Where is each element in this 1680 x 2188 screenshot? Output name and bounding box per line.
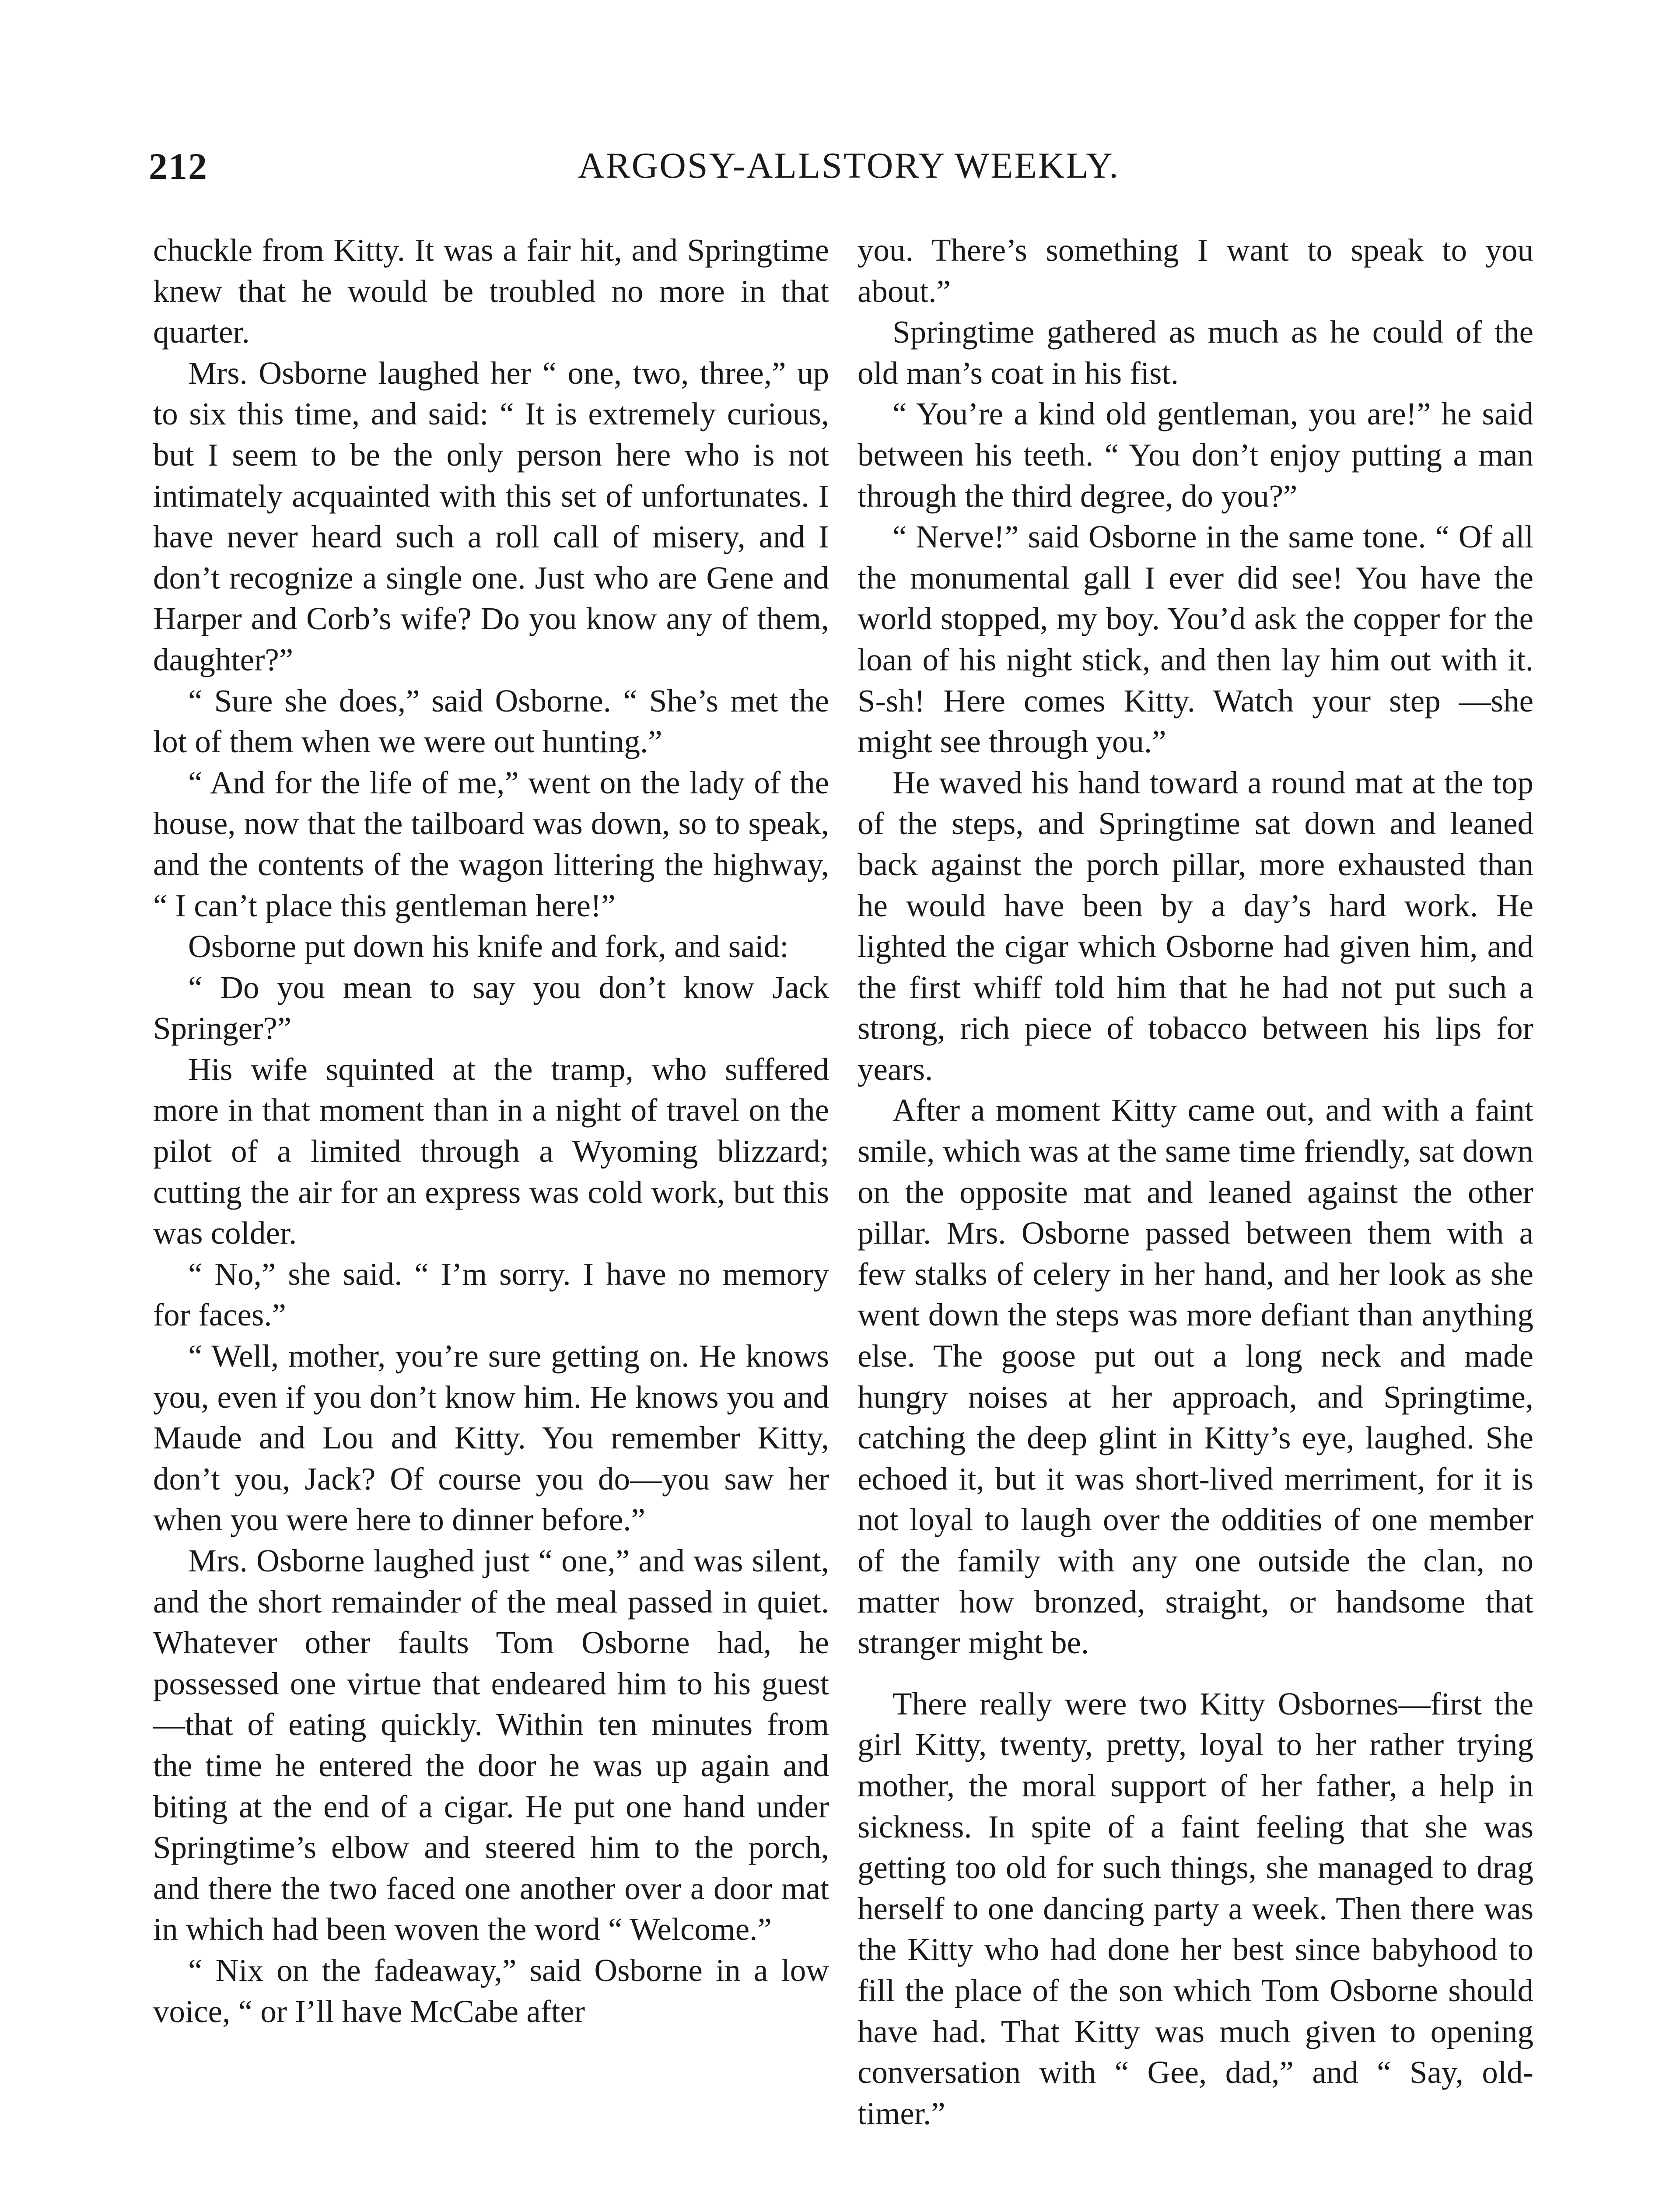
page-number: 212 <box>149 145 208 187</box>
paragraph: chuckle from Kitty. It was a fair hit, and Springtime knew that he would be troubled no more in that quarter. <box>153 232 829 350</box>
paragraph: “ Nerve!” said Osborne in the same tone. “ Of all the monumental gall I ever did see! You have the world stopped, my boy. You’d ask the copper for the loan of his night stick, and then lay him out with it. S-sh! Here comes Kitty. Watch your step —she might see through you.” <box>858 519 1533 760</box>
paragraph: “ Nix on the fadeaway,” said Osborne in a low voice, “ or I’ll have McCabe after <box>153 1952 829 2029</box>
paragraph: “ Sure she does,” said Osborne. “ She’s met the lot of them when we were out hunting.” <box>153 683 829 760</box>
paragraph: Mrs. Osborne laughed her “ one, two, three,” up to six this time, and said: “ It is extremely curious, but I seem to be the only person here who is not intimately acquainted with this set of unfortunates. I have never heard such a roll call of misery, and I don’t recognize a single one. Just who are Gene and Harper and Corb’s wife? Do you know any of them, daughter?” <box>153 355 829 677</box>
paragraph: you. There’s something I want to speak to you about.” <box>858 232 1533 309</box>
paragraph: There really were two Kitty Osbornes—first the girl Kitty, twenty, pretty, loyal to her rather trying mother, the moral support of her father, a help in sickness. In spite of a faint feeling that she was getting too old for such things, she managed to drag herself to one dancing party a week. Then there was the Kitty who had done her best since babyhood to fill the place of the son which Tom Osborne should have had. That Kitty was much given to opening conversation with “ Gee, dad,” and “ Say, old-timer.” <box>858 1686 1533 2131</box>
left-column <box>153 230 829 2032</box>
paragraph: “ Do you mean to say you don’t know Jack Springer?” <box>153 969 829 1046</box>
paragraph: After a moment Kitty came out, and with a faint smile, which was at the same time friendly, sat down on the opposite mat and leaned against the other pillar. Mrs. Osborne passed between them with a few stalks of celery in her hand, and her look as she went down the steps was more defiant than anything else. The goose put out a long neck and made hungry noises at her approach, and Springtime, catching the deep glint in Kitty’s eye, laughed. She echoed it, but it was short-lived merriment, for it is not loyal to laugh over the oddities of one member of the family with any one outside the clan, no matter how bronzed, straight, or handsome that stranger might be. <box>858 1092 1533 1661</box>
paragraph: “ And for the life of me,” went on the lady of the house, now that the tailboard was down, so to speak, and the contents of the wagon littering the highway, “ I can’t place this gentleman here!” <box>153 764 829 923</box>
page-header <box>149 144 1549 197</box>
paragraph: “ No,” she said. “ I’m sorry. I have no memory for faces.” <box>153 1256 829 1333</box>
paragraph: “ You’re a kind old gentleman, you are!” he said between his teeth. “ You don’t enjoy putting a man through the third degree, do you?” <box>858 396 1533 514</box>
right-column <box>858 230 1533 2134</box>
running-title: ARGOSY-ALLSTORY WEEKLY. <box>578 145 1120 186</box>
paragraph: Osborne put down his knife and fork, and said: <box>188 929 789 964</box>
paragraph: He waved his hand toward a round mat at the top of the steps, and Springtime sat down and leaned back against the porch pillar, more exhausted than he would have been by a day’s hard work. He lighted the cigar which Osborne had given him, and the first whiff told him that he had not put such a strong, rich piece of tobacco between his lips for years. <box>858 764 1533 1087</box>
paragraph: His wife squinted at the tramp, who suffered more in that moment than in a night of travel on the pilot of a limited through a Wyoming blizzard; cutting the air for an express was cold work, but this was colder. <box>153 1051 829 1251</box>
paragraph: “ Well, mother, you’re sure getting on. He knows you, even if you don’t know him. He knows you and Maude and Lou and Kitty. You remember Kitty, don’t you, Jack? Of course you do—you saw her when you were here to dinner before.” <box>153 1338 829 1538</box>
paragraph: Springtime gathered as much as he could of the old man’s coat in his fist. <box>858 314 1533 391</box>
paragraph: Mrs. Osborne laughed just “ one,” and was silent, and the short remainder of the meal passed in quiet. Whatever other faults Tom Osborne had, he possessed one virtue that endeared him to his guest—that of eating quickly. Within ten minutes from the time he entered the door he was up again and biting at the end of a cigar. He put one hand under Springtime’s elbow and steered him to the porch, and there the two faced one another over a door mat in which had been woven the word “ Welcome.” <box>153 1543 829 1947</box>
